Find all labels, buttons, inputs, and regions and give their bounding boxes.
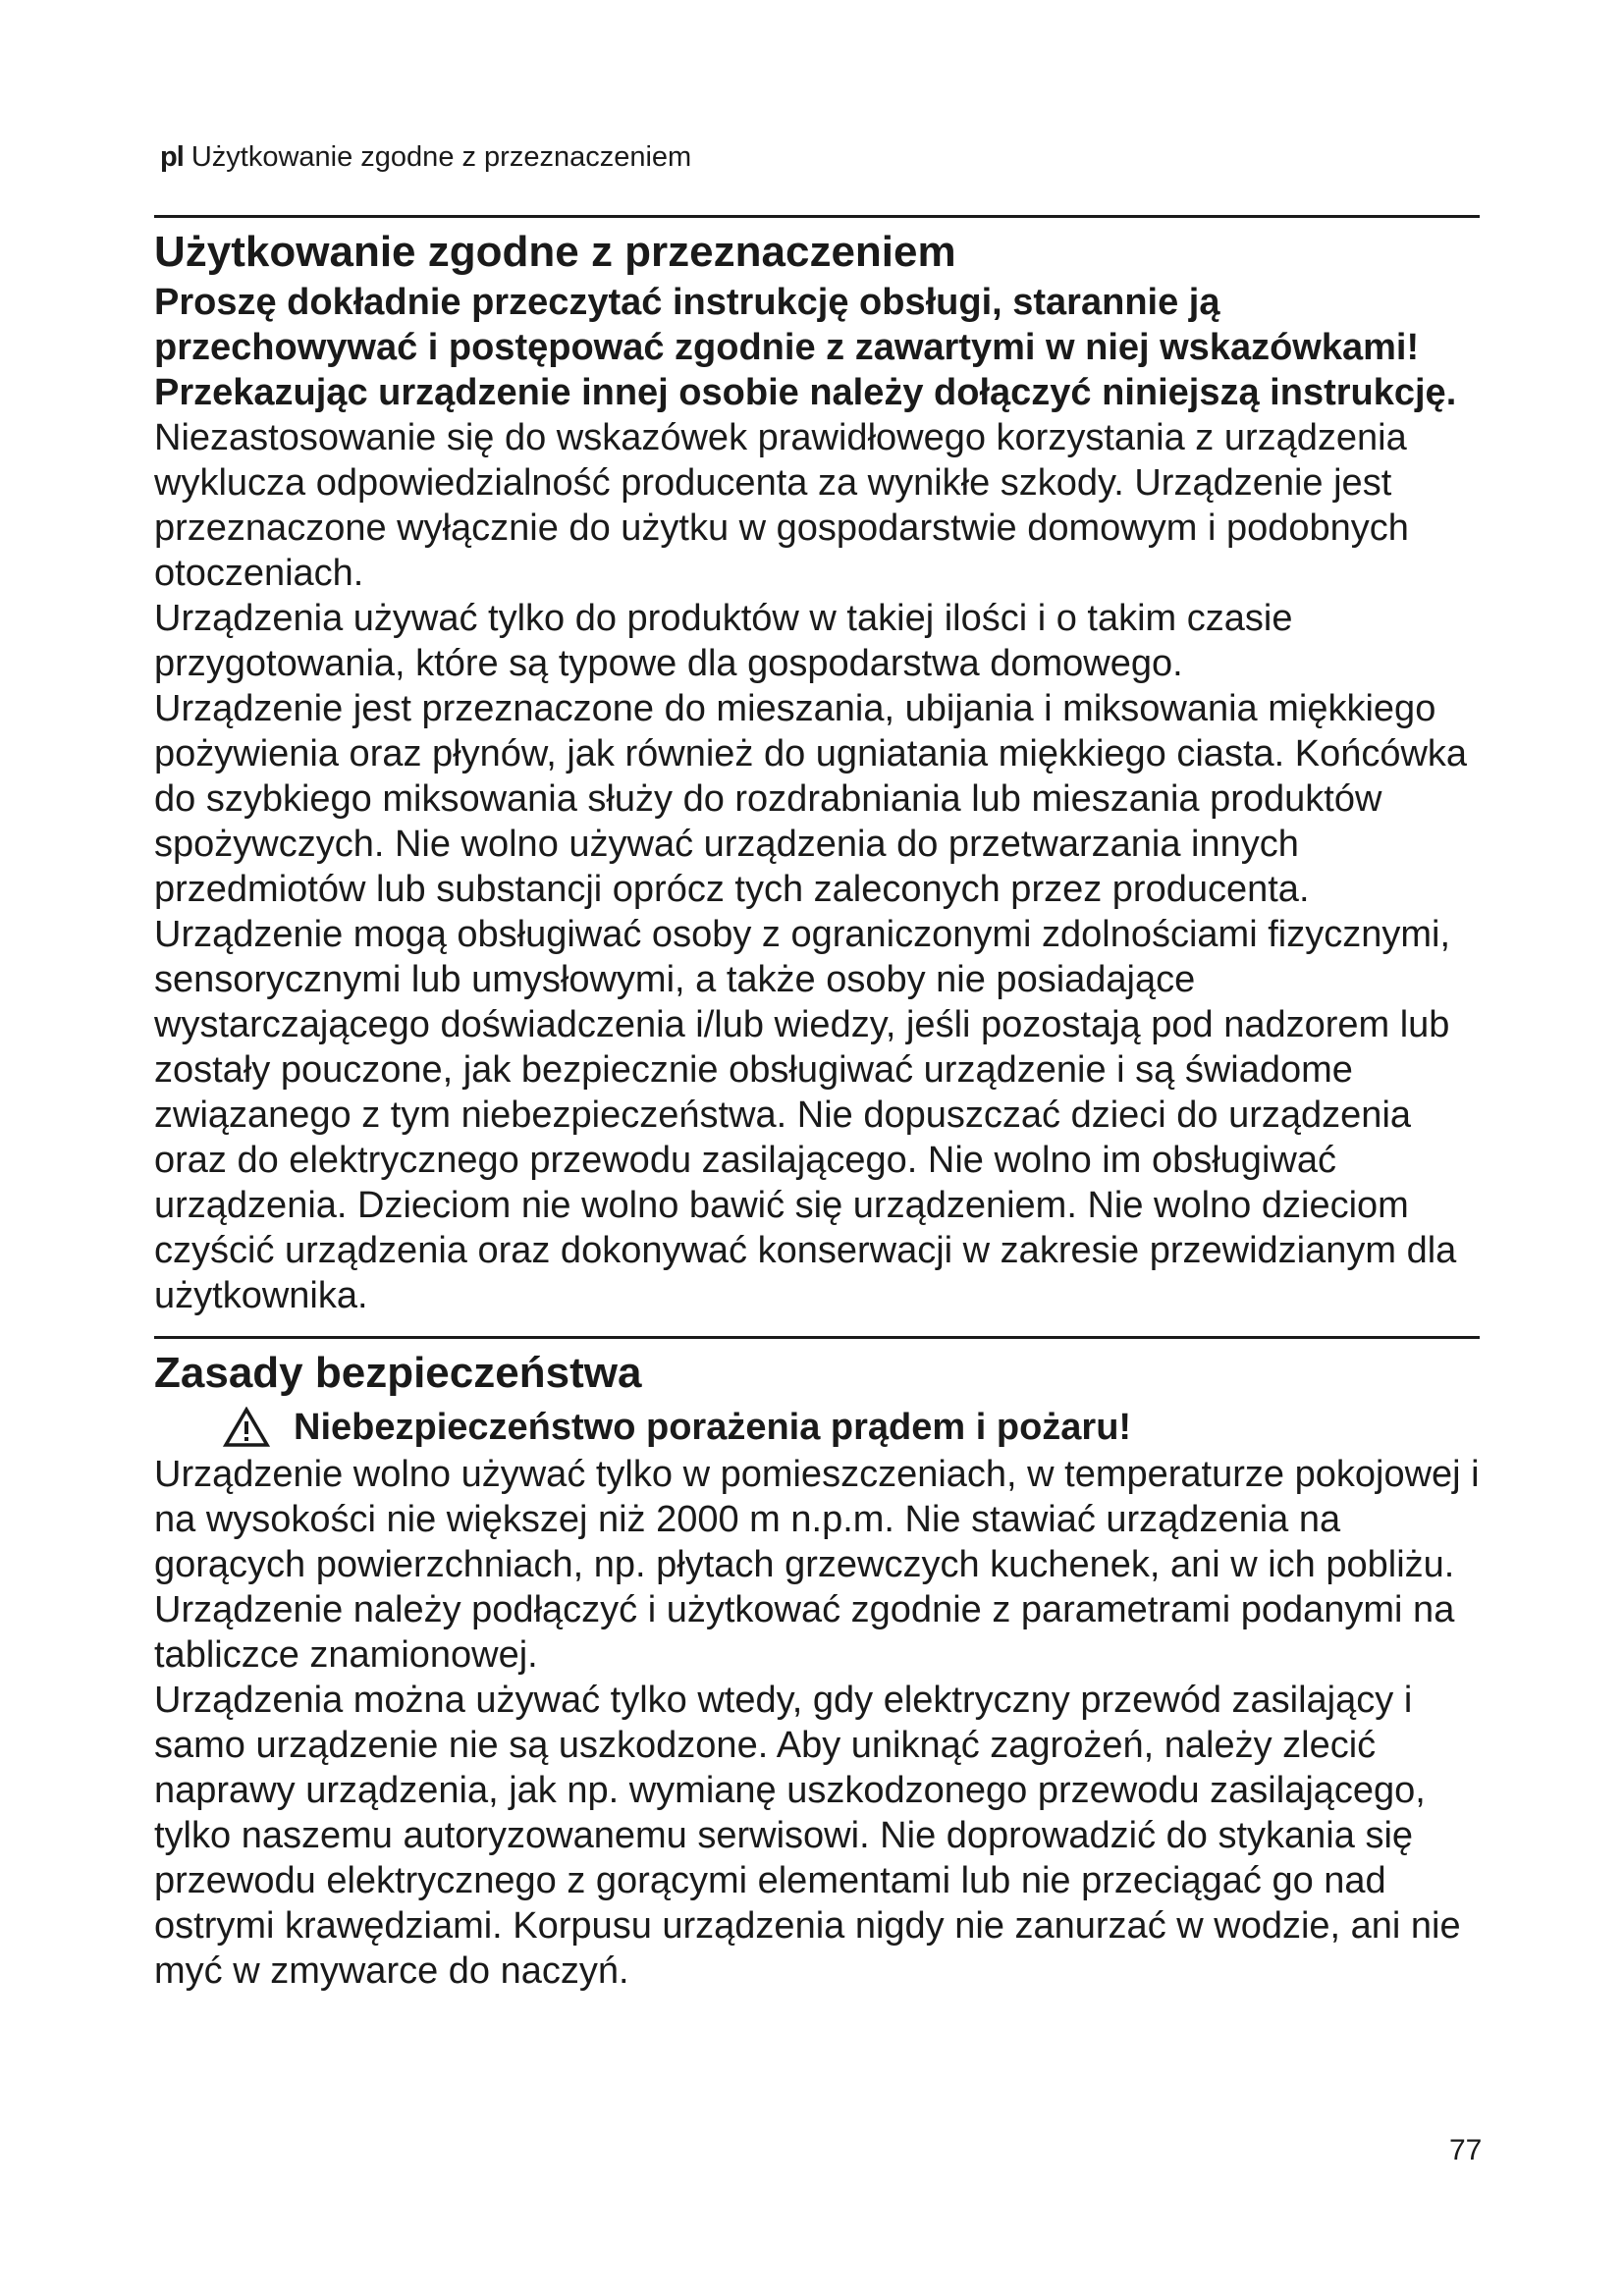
page-content <box>154 215 1480 1994</box>
paragraph: Urządzenie jest przeznaczone do mieszania, ubijania i miksowania miękkiego pożywienia oraz płynów, jak również do ugniatania miękkiego ciasta. Końcówka do szybkiego miksowania służy do rozdrabniania lub mieszania produktów spożywczych. Nie wolno używać urządzenia do przetwarzania innych przedmiotów lub substancji oprócz tych zaleconych przez producenta. <box>154 688 1468 910</box>
running-header <box>160 140 691 174</box>
warning-heading <box>223 1405 1480 1450</box>
paragraph: Urządzenie mogą obsługiwać osoby z ograniczonymi zdolnościami fizycznymi, sensorycznymi lub umysłowymi, a także osoby nie posiadające wystarczającego doświadczenia i/lub wiedzy, jeśli pozostają pod nadzorem lub zostały pouczone, jak bezpiecznie obsługiwać urządzenie i są świadome związanego z tym niebezpieczeństwa. Nie dopuszczać dzieci do urządzenia oraz do elektrycznego przewodu zasilającego. Nie wolno im obsługiwać urządzenia. Dzieciom nie wolno bawić się urządzeniem. Nie wolno dzieciom czyścić urządzenia oraz dokonywać konserwacji w zakresie przewidzianym dla użytkownika. <box>154 914 1457 1316</box>
intro-bold-text: Proszę dokładnie przeczytać instrukcję obsługi, starannie ją przechowywać i postępować zgodnie z zawartymi w niej wskazówkami! Przekazując urządzenie innej osobie należy dołączyć niniejszą instrukcję. <box>154 282 1457 413</box>
section-title-intended-use: Użytkowanie zgodne z przeznaczeniem <box>154 228 956 276</box>
page-number: 77 <box>1449 2134 1483 2166</box>
running-title: Użytkowanie zgodne z przeznaczeniem <box>190 141 692 173</box>
section-safety-rules <box>154 1336 1480 1994</box>
paragraph: Urządzenie wolno używać tylko w pomieszczeniach, w temperaturze pokojowej i na wysokości nie większej niż 2000 m n.p.m. Nie stawiać urządzenia na gorących powierzchniach, np. płytach grzewczych kuchenek, ani w ich pobliżu. Urządzenie należy podłączyć i użytkować zgodnie z parametrami podanymi na tabliczce znamionowej. <box>154 1454 1480 1676</box>
paragraph: Urządzenia używać tylko do produktów w takiej ilości i o takim czasie przygotowania, które są typowe dla gospodarstwa domowego. <box>154 598 1293 684</box>
paragraph: Niezastosowanie się do wskazówek prawidłowego korzystania z urządzenia wyklucza odpowiedzialność producenta za wynikłe szkody. Urządzenie jest przeznaczone wyłącznie do użytku w gospodarstwie domowym i podobnych otoczeniach. <box>154 417 1409 594</box>
language-code: pl <box>160 141 184 173</box>
warning-heading-text: Niebezpieczeństwo porażenia prądem i pożaru! <box>294 1407 1132 1448</box>
section-intended-use <box>154 215 1480 1318</box>
section-title-safety: Zasady bezpieczeństwa <box>154 1349 642 1397</box>
paragraph: Urządzenia można używać tylko wtedy, gdy elektryczny przewód zasilający i samo urządzenie nie są uszkodzone. Aby uniknąć zagrożeń, należy zlecić naprawy urządzenia, jak np. wymianę uszkodzonego przewodu zasilającego, tylko naszemu autoryzowanemu serwisowi. Nie doprowadzić do stykania się przewodu elektrycznego z gorącymi elementami lub nie przeciągać go nad ostrymi krawędziami. Korpusu urządzenia nigdy nie zanurzać w wodzie, ani nie myć w zmywarce do naczyń. <box>154 1680 1461 1992</box>
warning-triangle-icon <box>223 1407 270 1448</box>
